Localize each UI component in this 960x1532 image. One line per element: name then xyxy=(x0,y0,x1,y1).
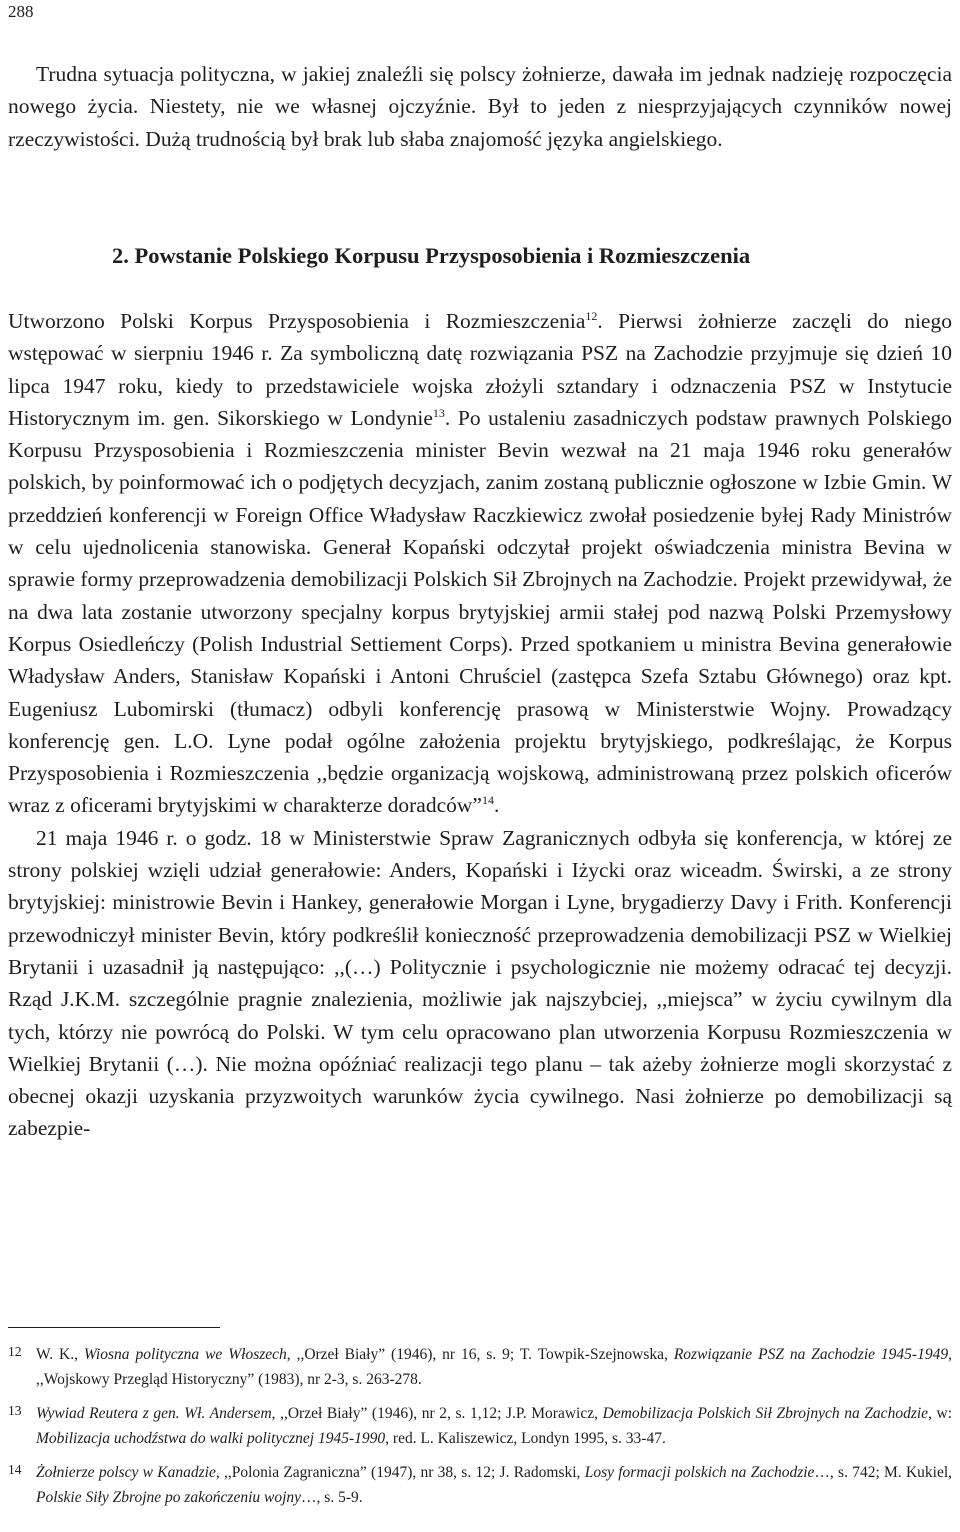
footnote-number: 12 xyxy=(8,1344,22,1359)
footnote-title: Polskie Siły Zbrojne po zakończeniu wojny xyxy=(36,1489,302,1506)
intro-paragraph xyxy=(8,58,952,155)
intro-text: Trudna sytuacja polityczna, w jakiej znaleźli się polscy żołnierze, dawała im jednak nadzieję rozpoczęcia nowego życia. Niestety, nie we własnej ojczyźnie. Był to jeden z niesprzyjających czynników nowej rzeczywistości. Dużą trudnością był brak lub słaba znajomość języka angielskiego. xyxy=(8,62,952,151)
footnote-text: …, s. 5-9. xyxy=(301,1489,363,1506)
footnote-title: Wywiad Reutera z gen. Wł. Andersem xyxy=(36,1405,272,1422)
footnote-title: Demobilizacja Polskich Sił Zbrojnych na Zachodzie xyxy=(602,1405,929,1422)
body-text-run: . Pierwsi żołnierze zaczęli do niego wstępować w sierpniu 1946 r. Za symboliczną datę rozwiązania PSZ na Zachodzie przyjmuje się dzień 10 lipca 1947 roku, kiedy to przedstawiciele wojska złożyli sztandary i odznaczenia PSZ w Instytucie Historycznym im. gen. Sikorskiego w Londynie xyxy=(8,309,952,430)
footnote-number: 14 xyxy=(8,1462,22,1477)
page-number: 288 xyxy=(8,2,34,21)
footnote-ref-14: 14 xyxy=(481,793,494,808)
section-heading: 2. Powstanie Polskiego Korpusu Przysposobienia i Rozmieszczenia xyxy=(112,243,751,268)
footnote-ref-12: 12 xyxy=(585,308,598,323)
footnote-title: Mobilizacja uchodźstwa do walki politycznej 1945-1990 xyxy=(36,1430,386,1447)
footnote-13 xyxy=(8,1401,952,1451)
footnote-text: , ,,Orzeł Biały” (1946), nr 2, s. 1,12; J.P. Morawicz, xyxy=(271,1405,603,1422)
footnote-text: , ,,Wojskowy Przegląd Historyczny” (1983), nr 2-3, s. 263-278. xyxy=(36,1346,952,1388)
body-paragraph-2: 21 maja 1946 r. o godz. 18 w Ministerstwie Spraw Zagranicznych odbyła się konferencja, w której ze strony polskiej wzięli udział generałowie: Anders, Kopański i Iżycki oraz wiceadm. Świrski, a ze strony brytyjskiej: ministrowie Bevin i Hankey, generałowie Morgan i Lyne, brygadierzy Davy i Frith. Konferencji przewodniczył minister Bevin, który podkreślił konieczność przeprowadzenia demobilizacji PSZ w Wielkiej Brytanii i uzasadnił ją następująco: ,,(…) Politycznie i psychologicznie nie możemy odracać tej decyzji. Rząd J.K.M. szczególnie pragnie znalezienia, możliwie jak najszybciej, ,,miejsca” w życiu cywilnym dla tych, którzy nie powrócą do Polski. W tym celu opracowano plan utworzenia Korpusu Rozmieszczenia w Wielkiej Brytanii (…). Nie można opóźniać realizacji tego planu – tak ażeby żołnierze mogli skorzystać z obecnej okazji uzyskania przyzwoitych warunków życia cywilnego. Nasi żołnierze po demobilizacji są zabezpie- xyxy=(8,825,952,1141)
body-text-run: . xyxy=(493,793,500,818)
footnote-text: , ,,Polonia Zagraniczna” (1947), nr 38, s. 12; J. Radomski, xyxy=(215,1464,585,1481)
footnote-14 xyxy=(8,1460,952,1510)
body-text xyxy=(8,305,952,1145)
body-text-run: Utworzono Polski Korpus Przysposobienia i Rozmieszczenia xyxy=(8,309,586,333)
footnote-text: , ,,Orzeł Biały” (1946), nr 16, s. 9; T. Towpik-Szejnowska, xyxy=(286,1346,674,1363)
footnote-text: …, s. 742; M. Kukiel, xyxy=(814,1464,953,1481)
footnote-text: , red. L. Kaliszewicz, Londyn 1995, s. 33-47. xyxy=(385,1430,666,1447)
footnote-12 xyxy=(8,1342,952,1392)
footnote-number: 13 xyxy=(8,1403,22,1418)
body-text-run: . Po ustaleniu zasadniczych podstaw prawnych Polskiego Korpusu Przysposobienia i Rozmieszczenia minister Bevin wezwał na 21 maja 1946 roku generałów polskich, by poinformować ich o podjętych decyzjach, zanim zostaną publicznie ogłoszone w Izbie Gmin. W przeddzień konferencji w Foreign Office Władysław Raczkiewicz zwołał posiedzenie byłej Rady Ministrów w celu ujednolicenia stanowiska. Generał Kopański odczytał projekt oświadczenia ministra Bevina w sprawie formy przeprowadzenia demobilizacji Polskich Sił Zbrojnych na Zachodzie. Projekt przewidywał, że na dwa lata zostanie utworzony specjalny korpus brytyjskiej armii stałej pod nazwą Polski Przemysłowy Korpus Osiedleńczy (Polish Industrial Settiement Corps). Przed spotkaniem u ministra Bevina generałowie Władysław Anders, Stanisław Kopański i Antoni Chruściel (zastępca Szefa Sztabu Głównego) oraz kpt. Eugeniusz Lubomirski (tłumacz) odbyli konferencję prasową w Ministerstwie Wojny. Prowadzący konferencję gen. L.O. Lyne podał ogólne założenia projektu brytyjskiego, podkreślając, że Korpus Przysposobienia i Rozmieszczenia ,,będzie organizacją wojskową, administrowaną przez polskich oficerów wraz z oficerami brytyjskimi w charakterze doradców” xyxy=(8,405,952,818)
footnote-title: Rozwiązanie PSZ na Zachodzie 1945-1949 xyxy=(673,1346,949,1363)
footnote-text: , w: xyxy=(928,1405,952,1422)
footnote-title: Losy formacji polskich na Zachodzie xyxy=(584,1464,815,1481)
body-paragraph-1 xyxy=(8,305,952,822)
footnotes xyxy=(8,1342,952,1519)
footnote-ref-13: 13 xyxy=(432,405,445,420)
footnote-divider xyxy=(8,1327,220,1328)
footnote-text: W. K., xyxy=(36,1346,84,1363)
footnote-title: Wiosna polityczna we Włoszech xyxy=(83,1346,287,1363)
footnote-title: Żołnierze polscy w Kanadzie xyxy=(36,1464,216,1481)
